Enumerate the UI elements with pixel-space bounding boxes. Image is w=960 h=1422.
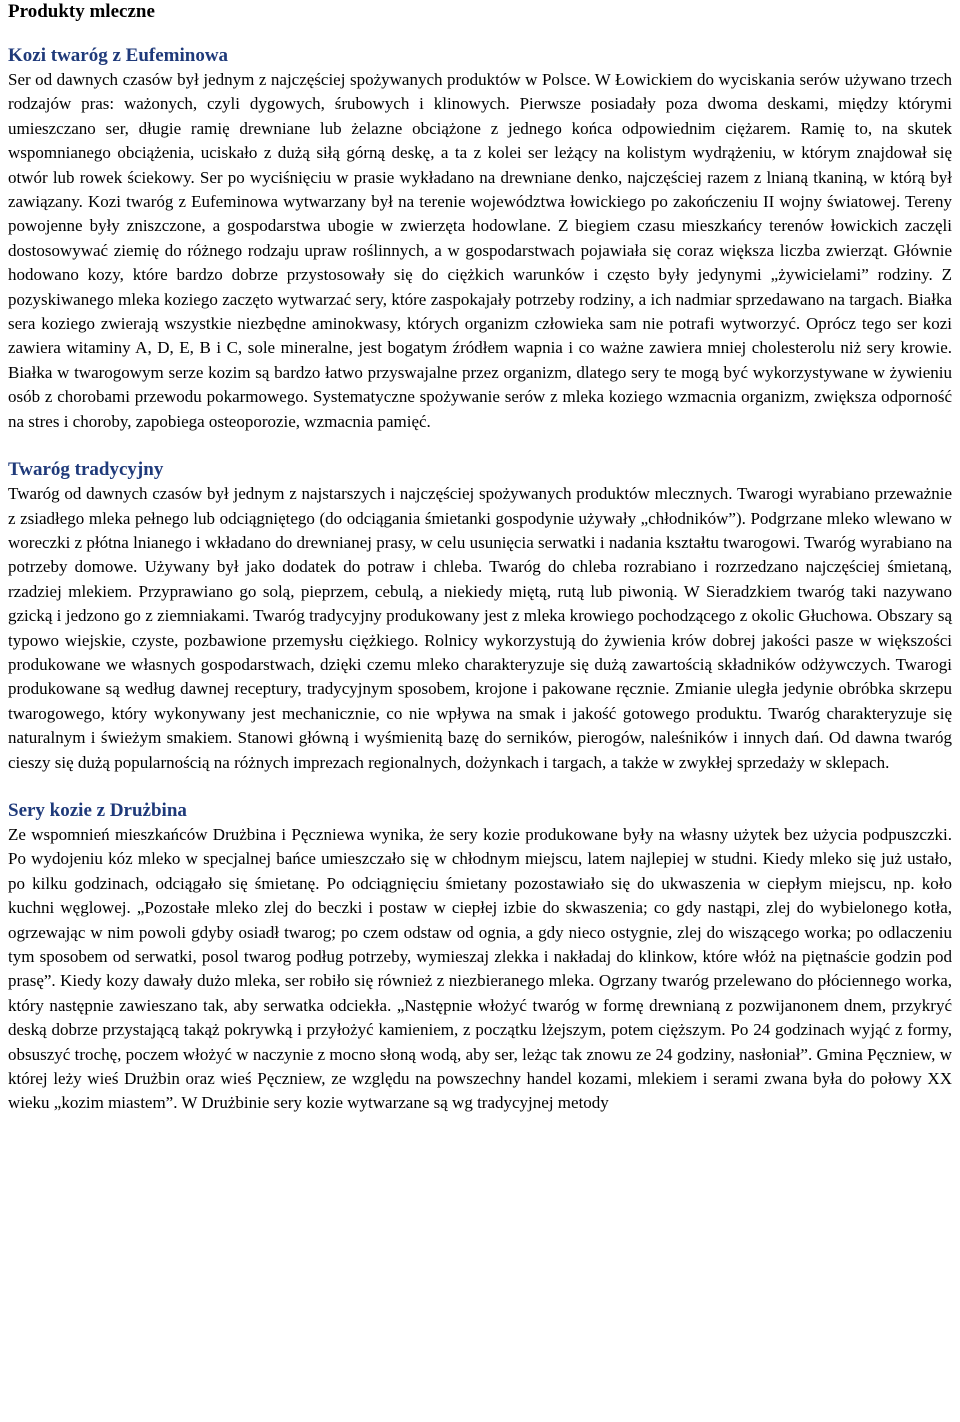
section-title: Kozi twaróg z Eufeminowa xyxy=(8,45,229,66)
section-twarog-tradycyjny xyxy=(8,458,952,775)
section-title: Twaróg tradycyjny xyxy=(8,459,164,481)
section-body: Twaróg od dawnych czasów był jednym z najstarszych i najczęściej spożywanych produktów mlecznych. Twarogi wyrabiano przeważnie z zsiadłego mleka pełnego lub odciągniętego (do odciągania śmietanki gospodynie używały „chłodników”). Podgrzane mleko wlewano w woreczki z płótna lnianego i wkładano do drewnianej prasy, w celu usunięcia serwatki i nadania kształtu twarogowi. Twaróg wyrabiano na potrzeby domowe. Używany był jako dodatek do potraw i chleba. Twaróg do chleba rozrabiano i rozrzedzano najczęściej śmietaną, rzadziej mlekiem. Przyprawiano go solą, pieprzem, cebulą, a niekiedy miętą, rutą lub piwonią. W Sieradzkiem twaróg taki nazywano gzicką i jedzono go z ziemniakami. Twaróg tradycyjny produkowany jest z mleka krowiego pochodzącego z okolic Głuchowa. Obszary są typowo wiejskie, czyste, pozbawione przemysłu ciężkiego. Rolnicy wykorzystują do żywienia krów dobrej jakości pasze w większości produkowane we własnych gospodarstwach, dzięki czemu mleko charakteryzuje się dużą zawartością składników odżywczych. Twarogi produkowane są według dawnej receptury, tradycyjnym sposobem, krojone i pakowane ręcznie. Zmianie uległa jedynie obróbka skrzepu twarogowego, który wykonywany jest mechanicznie, co nie wpływa na smak i jakość gotowego produktu. Twaróg charakteryzuje się naturalnym i świeżym smakiem. Stanowi główną i wyśmienitą bazę do serników, pierogów, naleśników i innych dań. Od dawna twaróg cieszy się dużą popularnością na różnych imprezach regionalnych, dożynkach i targach, a także w zwykłej sprzedaży w sklepach. xyxy=(8,484,952,772)
section-body: Ze wspomnień mieszkańców Drużbina i Pęczniewa wynika, że sery kozie produkowane były na własny użytek bez użycia podpuszczki. Po wydojeniu kóz mleko w specjalnej bańce umieszczało się w chłodnym miejscu, latem najlepiej w studni. Kiedy mleko się już ustało, po kilku godzinach, odciągało się śmietanę. Po odciągnięciu śmietany pozostawiało się do ukwaszenia w ciepłym miejscu, np. koło kuchni węglowej. „Pozostałe mleko zlej do beczki i postaw w ciepłej izbie do skwaszenia; co gdy nastąpi, zlej do wybielonego kotła, ogrzewając w nim powoli gdyby osiadł twarog; po czem odstaw od ognia, a gdy nieco ostygnie, zlej do wiszącego worka; po odlaczeniu tym sposobem od serwatki, posol twarog podług potrzeby, wymieszaj zlekka i nakładaj do klinkow, które włóż na piętnaście godzin pod prasę”. Kiedy kozy dawały dużo mleka, ser robiło się również z niezbieranego mleka. Ogrzany twaróg przelewano do płóciennego worka, który następnie zawieszano tak, aby serwatka odciekła. „Następnie włożyć twaróg w formę drewnianą z pozwijanonem dnem, przykryć deską dobrze przystającą takąż pokrywką i przyłożyć kamieniem, z początku lżejszym, potem cięższym. Po 24 godzinach wyjąć z formy, obsuszyć trochę, poczem włożyć w naczynie z mocno słoną wodą, aby ser, leżąc tak znowu ze 24 godziny, nasłoniał”. Gmina Pęczniew, w której leży wieś Drużbin oraz wieś Pęczniew, ze względu na powszechny handel kozami, mlekiem i serami zwana była do połowy XX wieku „kozim miastem”. W Drużbinie sery kozie wytwarzane są wg tradycyjnej metody xyxy=(8,824,952,1113)
section-body: Ser od dawnych czasów był jednym z najczęściej spożywanych produktów w Polsce. W Łowickiem do wyciskania serów używano trzech rodzajów pras: ważonych, czyli dygowych, śrubowych i klinowych. Pierwsze posiadały poza dwoma deskami, między którymi umieszczano ser, długie ramię drewniane lub żelazne obciążone z jednego końca odpowiednim ciężarem. Ramię to, na skutek wspomnianego obciążenia, uciskało z dużą siłą górną deskę, a ta z kolei ser leżący na kolistym wydrążeniu, w którym znajdował się otwór lub rowek ściekowy. Ser po wyciśnięciu w prasie wykładano na drewniane denko, najczęściej razem z lnianą tkaniną, w którą był zawiązany. Kozi twaróg z Eufeminowa wytwarzany był na terenie województwa łowickiego po zakończeniu II wojny światowej. Tereny powojenne były zniszczone, a gospodarstwa ubogie w zwierzęta hodowlane. Z biegiem czasu mieszkańcy terenów łowickich zaczęli dostosowywać ziemię do różnego rodzaju upraw roślinnych, a w gospodarstwach pojawiała się coraz większa liczba zwierząt. Głównie hodowano kozy, które bardzo dobrze przystosowały się do ciężkich warunków i często były jedynymi „żywicielami” rodziny. Z pozyskiwanego mleka koziego zaczęto wytwarzać sery, które zaspokajały potrzeby rodziny, a ich nadmiar sprzedawano na targach. Białka sera koziego zwierają wszystkie niezbędne aminokwasy, których organizm człowieka sam nie potrafi wytworzyć. Oprócz tego ser kozi zawiera witaminy A, D, E, B i C, sole mineralne, jest bogatym źródłem wapnia i co ważne zawiera mniej cholesterolu niż sery krowie. Białka w twarogowym serze kozim są bardzo łatwo przyswajalne przez organizm, dlatego sery te mogą być wykorzystywane w żywieniu osób z chorobami przewodu pokarmowego. Systematyczne spożywanie serów z mleka koziego wzmacnia organizm, zwiększa odporność na stres i choroby, zapobiega osteoporozie, wzmacnia pamięć. xyxy=(8,70,952,431)
section-sery-kozie xyxy=(8,799,952,1116)
section-title: Sery kozie z Drużbina xyxy=(8,799,187,821)
page-title: Produkty mleczne xyxy=(8,1,155,22)
section-kozi-twarog xyxy=(8,44,952,434)
